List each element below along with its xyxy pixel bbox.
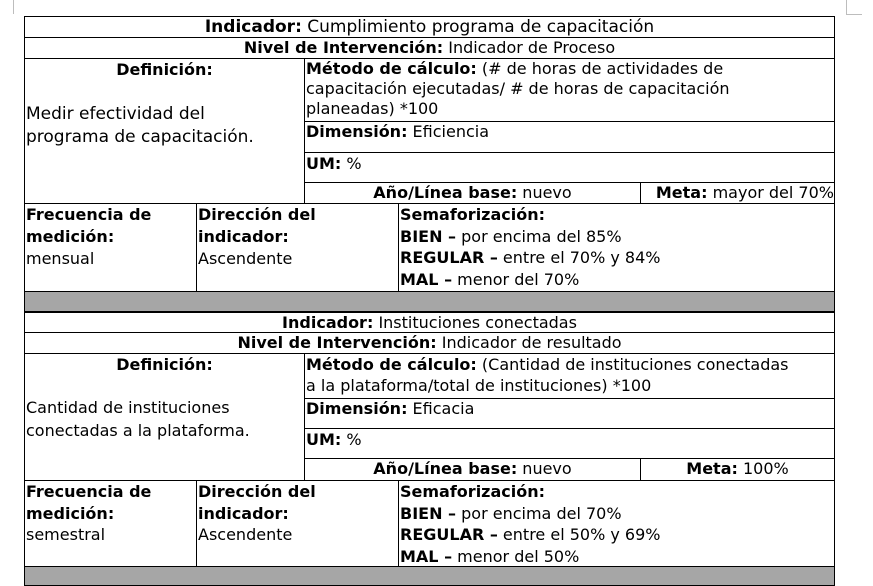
nivel-label: Nivel de Intervención: [237,333,437,352]
metodo-label: Método de cálculo: [306,355,477,374]
um-label: UM: [306,430,342,449]
dimension-value: Eficacia [407,399,475,418]
meta-label: Meta: [686,459,738,478]
meta-value: 100% [737,459,789,478]
direccion-cell [196,480,399,567]
separator-row [24,291,835,312]
semaforizacion-cell [398,203,835,292]
anio-value: nuevo [517,459,572,478]
um-value: % [341,154,362,173]
definicion-line-2: conectadas a la plataforma. [26,421,250,440]
um-label: UM: [306,154,342,173]
metodo-line-3: planeadas) *100 [306,99,439,118]
semaforizacion-label: Semaforización: [400,205,546,224]
semaforizacion-label: Semaforización: [400,482,546,501]
mal-value: menor del 70% [452,269,580,289]
metodo-line-1: (# de horas de actividades de [476,59,724,78]
um-cell [304,152,835,183]
metodo-line-2: a la plataforma/total de instituciones) *100 [306,376,652,395]
indicador-value: Cumplimiento programa de capacitación [307,17,655,37]
bien-value: por encima del 70% [456,503,622,523]
meta-cell [640,458,835,481]
regular-label: REGULAR – [400,248,498,267]
page-corner-mark-left [13,0,14,14]
frecuencia-label-1: Frecuencia de [26,482,152,501]
dimension-cell [304,398,835,429]
meta-cell [640,182,835,204]
dimension-label: Dimensión: [306,399,408,418]
bien-value: por encima del 85% [456,226,622,246]
dimension-label: Dimensión: [306,122,408,141]
regular-value: entre el 50% y 69% [497,525,661,544]
frecuencia-value: mensual [26,249,95,268]
regular-value: entre el 70% y 84% [497,248,661,267]
frecuencia-cell [24,480,197,567]
indicador-label: Indicador: [204,17,302,37]
indicador-value: Instituciones conectadas [378,313,577,332]
um-value: % [341,430,362,449]
indicador-row [24,16,835,38]
um-cell [304,428,835,459]
mal-label: MAL – [400,546,453,566]
definicion-line-2: programa de capacitación. [26,127,254,147]
frecuencia-label-1: Frecuencia de [26,205,152,224]
metodo-line-2: capacitación ejecutadas/ # de horas de capacitación [306,79,730,98]
bien-label: BIEN – [400,226,457,246]
nivel-value: Indicador de Proceso [448,38,616,57]
direccion-cell [196,203,399,292]
definicion-line-1: Cantidad de instituciones [26,398,230,417]
direccion-label-1: Dirección del [198,205,316,224]
meta-value: mayor del 70% [707,183,834,202]
metodo-cell [304,58,835,122]
anio-cell [304,182,641,204]
anio-label: Año/Línea base: [373,183,518,202]
anio-cell [304,458,641,481]
direccion-label-2: indicador: [198,503,289,523]
direccion-value: Ascendente [198,249,293,268]
direccion-value: Ascendente [198,525,293,544]
definicion-label: Definición: [116,60,213,79]
metodo-line-1: (Cantidad de instituciones conectadas [476,355,789,374]
direccion-label-1: Dirección del [198,482,316,501]
page-corner-mark-right [846,0,847,14]
nivel-value: Indicador de resultado [441,333,622,352]
frecuencia-label-2: medición: [26,503,115,523]
definicion-line-1: Medir efectividad del [26,104,205,124]
metodo-label: Método de cálculo: [306,59,477,78]
definicion-cell [24,58,305,204]
dimension-value: Eficiencia [407,122,490,141]
bien-label: BIEN – [400,503,457,523]
mal-value: menor del 50% [452,546,580,566]
definicion-cell [24,353,305,481]
indicador-row [24,312,835,333]
nivel-row [24,332,835,354]
frecuencia-label-2: medición: [26,227,115,246]
indicador-label: Indicador: [282,313,374,332]
separator-row [24,566,835,586]
dimension-cell [304,121,835,153]
nivel-row [24,37,835,59]
definicion-label: Definición: [116,355,213,374]
semaforizacion-cell [398,480,835,567]
meta-label: Meta: [655,183,708,202]
regular-label: REGULAR – [400,525,498,544]
mal-label: MAL – [400,269,453,289]
frecuencia-value: semestral [26,525,106,544]
nivel-label: Nivel de Intervención: [243,38,444,57]
page-corner-mark-horizontal [846,14,862,15]
anio-value: nuevo [517,183,572,202]
anio-label: Año/Línea base: [373,459,518,478]
metodo-cell [304,353,835,399]
direccion-label-2: indicador: [198,227,289,246]
frecuencia-cell [24,203,197,292]
